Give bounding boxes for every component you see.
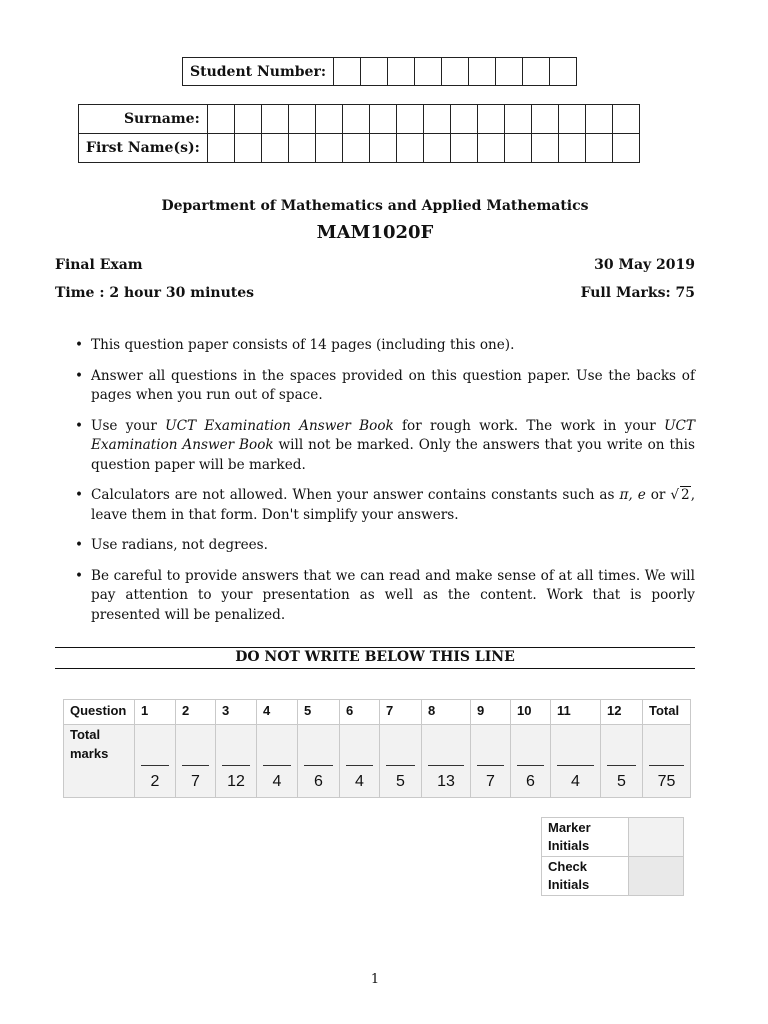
score-blank (346, 765, 373, 766)
student-number-cell[interactable] (523, 58, 550, 86)
surname-cell[interactable] (531, 105, 558, 134)
score-blank (428, 765, 464, 766)
sqrt-symbol: √ (670, 487, 680, 503)
instruction-item (55, 486, 695, 525)
surname-cell[interactable] (612, 105, 639, 134)
sqrt-two (670, 486, 690, 506)
question-number: 3 (216, 700, 257, 725)
instruction-text: Use radians, not degrees. (91, 537, 268, 553)
question-number: 4 (257, 700, 298, 725)
question-number: 12 (601, 700, 643, 725)
question-number: 1 (135, 700, 176, 725)
score-blank (304, 765, 333, 766)
mark-cell[interactable] (298, 725, 340, 798)
first-names-cell[interactable] (207, 134, 234, 163)
question-header: Question (64, 700, 135, 725)
student-number-cell[interactable] (334, 58, 361, 86)
sqrt-radicand: 2 (681, 487, 690, 503)
instruction-item (55, 567, 695, 626)
divider-top (55, 647, 695, 648)
first-names-cell[interactable] (531, 134, 558, 163)
mark-cell[interactable] (380, 725, 422, 798)
surname-cell[interactable] (558, 105, 585, 134)
instruction-text: for rough work. The work in your (393, 417, 665, 434)
max-mark: 12 (227, 773, 245, 790)
first-names-cell[interactable] (585, 134, 612, 163)
student-number-cell[interactable] (442, 58, 469, 86)
marker-initials-label (542, 818, 629, 857)
first-names-cell[interactable] (423, 134, 450, 163)
surname-cell[interactable] (450, 105, 477, 134)
names-box (78, 104, 640, 163)
divider-bottom (55, 668, 695, 669)
question-number: 2 (176, 700, 216, 725)
question-number: 11 (551, 700, 601, 725)
first-names-cell[interactable] (369, 134, 396, 163)
bullet-icon: • (75, 537, 84, 553)
instruction-item (55, 417, 695, 476)
score-blank (263, 765, 291, 766)
math-constants: π, e (619, 487, 646, 503)
instruction-text: or (645, 487, 671, 503)
marker-label: Marker (548, 820, 591, 835)
surname-cell[interactable] (369, 105, 396, 134)
first-names-cell[interactable] (234, 134, 261, 163)
question-number: 9 (471, 700, 511, 725)
bullet-icon: • (75, 567, 84, 584)
surname-cell[interactable] (261, 105, 288, 134)
surname-cell[interactable] (315, 105, 342, 134)
marks-label: marks (70, 746, 109, 761)
instruction-item (55, 536, 695, 556)
student-number-cell[interactable] (388, 58, 415, 86)
total-label: Total (70, 727, 101, 742)
surname-cell[interactable] (342, 105, 369, 134)
first-names-cell[interactable] (612, 134, 639, 163)
exam-type: Final Exam (55, 257, 143, 273)
question-number: Total (643, 700, 691, 725)
surname-cell[interactable] (423, 105, 450, 134)
surname-cell[interactable] (477, 105, 504, 134)
answer-book-name: UCT Examination Answer Book (91, 417, 695, 453)
first-names-cell[interactable] (315, 134, 342, 163)
mark-cell[interactable] (601, 725, 643, 798)
instruction-text: Answer all questions in the spaces provided on this question paper. Use the backs of pages when you run out of space. (91, 367, 695, 403)
surname-cell[interactable] (396, 105, 423, 134)
mark-cell[interactable] (257, 725, 298, 798)
question-number: 6 (340, 700, 380, 725)
initials-label: Initials (548, 877, 590, 892)
mark-cell[interactable] (643, 725, 691, 798)
department-title: Department of Mathematics and Applied Mathematics (161, 198, 589, 214)
max-mark: 75 (657, 773, 676, 790)
mark-cell[interactable] (471, 725, 511, 798)
instruction-text: Be careful to provide answers that we can read and make sense of at all times. We will pay attention to your presentation as well as the content. Work that is poorly presented will be penalized. (91, 567, 695, 623)
instruction-item (55, 336, 695, 356)
instruction-text: This question paper consists of 14 pages (including this one). (91, 337, 515, 353)
initials-label: Initials (548, 838, 590, 853)
mark-cell[interactable] (551, 725, 601, 798)
instruction-text: , leave them in that form. Don't simplify your answers. (91, 487, 696, 523)
bullet-icon: • (75, 337, 84, 353)
instruction-text: will not be marked. Only the answers that you write on this question paper will be marked. (91, 437, 695, 473)
instruction-text: Use your (91, 417, 166, 434)
instruction-text: Calculators are not allowed. When your answer contains constants such as (91, 487, 620, 503)
surname-cell[interactable] (234, 105, 261, 134)
max-mark: 4 (355, 773, 364, 790)
mark-cell[interactable] (511, 725, 551, 798)
student-number-cell[interactable] (469, 58, 496, 86)
student-number-cell[interactable] (550, 58, 577, 86)
bullet-icon: • (75, 367, 84, 384)
student-number-cell[interactable] (415, 58, 442, 86)
score-blank (182, 765, 209, 766)
mark-cell[interactable] (340, 725, 380, 798)
question-number: 8 (422, 700, 471, 725)
first-names-cell[interactable] (504, 134, 531, 163)
score-blank (649, 765, 684, 766)
marker-initials-box[interactable] (629, 818, 684, 857)
question-number: 10 (511, 700, 551, 725)
max-mark: 4 (571, 773, 580, 790)
max-mark: 6 (314, 773, 323, 790)
course-code: MAM1020F (316, 222, 434, 243)
score-blank (477, 765, 504, 766)
first-names-cell[interactable] (450, 134, 477, 163)
check-label: Check (548, 859, 588, 874)
check-initials-label (542, 857, 629, 896)
mark-cell[interactable] (422, 725, 471, 798)
check-initials-box[interactable] (629, 857, 684, 896)
instructions-list (55, 336, 695, 636)
marks-table (63, 699, 691, 798)
max-mark: 2 (150, 773, 160, 790)
max-mark: 7 (191, 773, 200, 790)
surname-cell[interactable] (504, 105, 531, 134)
first-names-cell[interactable] (477, 134, 504, 163)
max-mark: 13 (437, 773, 455, 790)
first-names-cell[interactable] (288, 134, 315, 163)
page-number: 1 (370, 972, 380, 987)
total-marks-label (64, 725, 135, 798)
instruction-item (55, 367, 695, 406)
mark-cell[interactable] (216, 725, 257, 798)
max-mark: 7 (486, 773, 495, 790)
first-names-label: First Name(s): (79, 134, 208, 163)
student-number-label: Student Number: (183, 58, 334, 86)
exam-date: 30 May 2019 (594, 257, 695, 273)
max-mark: 5 (617, 773, 626, 790)
exam-time: Time : 2 hour 30 minutes (55, 285, 255, 301)
surname-label: Surname: (79, 105, 208, 134)
mark-cell[interactable] (135, 725, 176, 798)
surname-cell[interactable] (207, 105, 234, 134)
max-mark: 5 (396, 773, 405, 790)
bullet-icon: • (75, 487, 84, 503)
bullet-icon: • (75, 417, 84, 434)
first-names-cell[interactable] (558, 134, 585, 163)
full-marks: Full Marks: 75 (580, 285, 695, 301)
answer-book-name: UCT Examination Answer Book (165, 417, 394, 434)
signoff-table (541, 817, 684, 896)
student-number-cell[interactable] (496, 58, 523, 86)
max-mark: 4 (272, 773, 282, 790)
first-names-cell[interactable] (342, 134, 369, 163)
surname-cell[interactable] (585, 105, 612, 134)
score-blank (141, 765, 169, 766)
student-number-box (182, 57, 577, 86)
question-number: 7 (380, 700, 422, 725)
first-names-cell[interactable] (396, 134, 423, 163)
score-blank (222, 765, 250, 766)
surname-cell[interactable] (288, 105, 315, 134)
score-blank (386, 765, 415, 766)
score-blank (517, 765, 544, 766)
question-number: 5 (298, 700, 340, 725)
max-mark: 6 (526, 773, 535, 790)
mark-cell[interactable] (176, 725, 216, 798)
do-not-write-notice: DO NOT WRITE BELOW THIS LINE (235, 649, 515, 665)
student-number-cell[interactable] (361, 58, 388, 86)
first-names-cell[interactable] (261, 134, 288, 163)
score-blank (557, 765, 594, 766)
score-blank (607, 765, 636, 766)
